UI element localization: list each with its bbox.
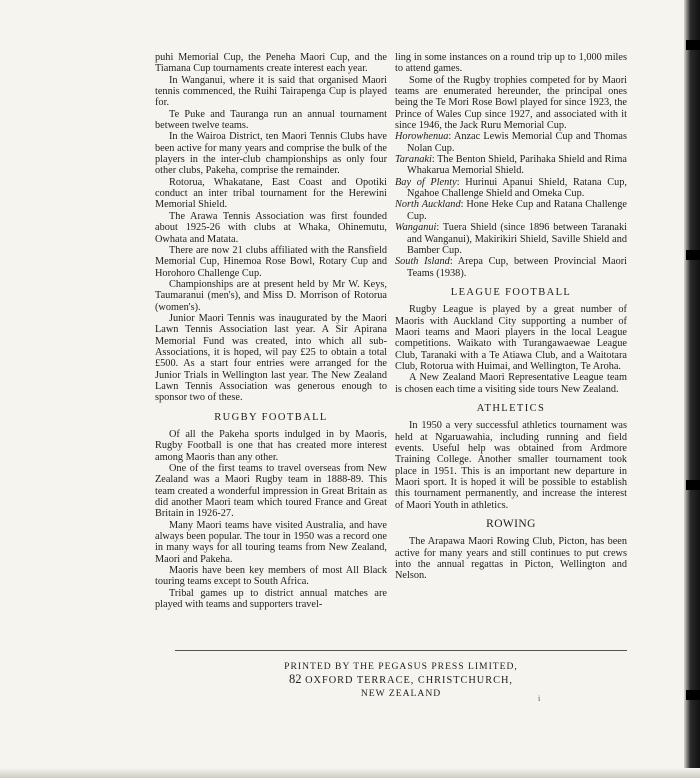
- region-name: Horowhenua: [395, 131, 449, 143]
- paragraph: Of all the Pakeha sports indulged in by Maoris, Rugby Football is one that has created more interest among Maoris than any other.: [155, 429, 387, 463]
- section-heading-league: LEAGUE FOOTBALL: [450, 286, 572, 298]
- paragraph: Junior Maori Tennis was inaugurated by the Maori Lawn Tennis Association last year. A Sir Apirana Memorial Fund was created, into which all sub-Associations, it is hoped, wil pay £25 to obtain a total £500. As a start four entries were arranged for the Junior Trials in Wellington last year. The New Zealand Lawn Tennis Association was generous enough to sponsor two of these.: [155, 312, 387, 404]
- paragraph: In Wanganui, where it is said that organised Maori tennis commenced, the Ruihi Tairapenga Cup is played for.: [155, 74, 387, 109]
- imprint-line-3: NEW ZEALAND: [360, 688, 442, 699]
- paragraph: In the Wairoa District, ten Maori Tennis Clubs have been active for many years and comprise the bulk of the players in the inter-club championships as only four other clubs, Pakeha, comprise the remainder.: [155, 131, 387, 177]
- section-heading-athletics: ATHLETICS: [476, 402, 546, 414]
- paragraph: Championships are at present held by Mr W. Keys, Taumaranui (men's), and Miss D. Morrison of Rotorua (women's).: [155, 278, 387, 313]
- paragraph: Tribal games up to district annual matches are played with teams and supporters travel-: [155, 587, 387, 611]
- section-heading-rowing: ROWING: [486, 518, 536, 531]
- imprint-line-2: [175, 673, 627, 687]
- paragraph: Rotorua, Whakatane, East Coast and Opotiki conduct an inter tribal tournament for the Herewini Memorial Shield.: [155, 176, 387, 211]
- paragraph: One of the first teams to travel overseas from New Zealand was a Maori Rugby team in 1888-89. This team created a wonderful impression in Great Britain as did another Maori team which toured France and Great Britain in 1926-27.: [155, 463, 387, 520]
- footer-divider: [175, 650, 627, 651]
- paragraph: puhi Memorial Cup, the Peneha Maori Cup, and the Tiamana Cup tournaments create interest each year.: [155, 52, 387, 75]
- region-name: North Auckland: [395, 199, 461, 211]
- region-name: Taranaki: [395, 154, 432, 166]
- region-name: South Island: [395, 256, 450, 268]
- trophy-list: The Benton Shield, Parihaka Shield and Rima Whakarua Memorial Shield.: [407, 154, 627, 177]
- paragraph: Rugby League is played by a great number of Maoris with Auckland City supporting a number of Maori teams and Maori players in the local League competitions. Waikato with Turangawaewae League Club, Taranaki with a Te Atiawa Club, and a Waitotara Club, Rotorua with Huimai, and Wellington, Te Aroha.: [395, 304, 627, 372]
- street-number: 82: [289, 672, 302, 686]
- paragraph: There are now 21 clubs affiliated with the Ransfield Memorial Cup, Hinemoa Rose Bowl, Rotary Cup and Horohoro Challenge Cup.: [155, 244, 387, 279]
- trophy-list: Hurinui Apanui Shield, Ratana Cup, Ngahoe Challenge Shield and Omeka Cup.: [407, 176, 628, 200]
- trophy-entry: Taranaki: The Benton Shield, Parihaka Shield and Rima Whakarua Memorial Shield.: [395, 154, 627, 177]
- paragraph: A New Zealand Maori Representative League team is chosen each time a visiting side tours New Zealand.: [395, 372, 627, 395]
- imprint-line-1: PRINTED BY THE PEGASUS PRESS LIMITED,: [284, 661, 518, 672]
- left-column: [155, 52, 387, 611]
- right-column: [395, 52, 627, 582]
- trophy-entry: Wanganui: Tuera Shield (since 1896 between Taranaki and Wanganui), Makirikiri Shield, Saville Shield and Bamber Cup.: [395, 222, 628, 256]
- trophy-list: Arepa Cup, between Provincial Maori Teams (1938).: [407, 256, 628, 279]
- trophy-list: Hone Heke Cup and Ratana Challenge Cup.: [407, 199, 627, 222]
- trophy-list: Tuera Shield (since 1896 between Taranaki and Wanganui), Makirikiri Shield, Saville Shield and Bamber Cup.: [407, 222, 628, 256]
- paragraph: Some of the Rugby trophies competed for by Maori teams are enumerated hereunder, the principal ones being the Te Mori Rose Bowl played for since 1923, the Prince of Wales Cup since 1927, and associated with it since 1946, the Jack Ruru Memorial Cup.: [395, 74, 627, 132]
- trophy-list: Anzac Lewis Memorial Cup and Thomas Nolan Cup.: [407, 131, 627, 154]
- printer-imprint: [175, 660, 627, 700]
- region-name: Bay of Plenty: [395, 176, 457, 188]
- region-name: Wanganui: [395, 222, 437, 234]
- street-address: OXFORD TERRACE, CHRISTCHURCH,: [305, 675, 513, 686]
- section-heading-rugby: RUGBY FOOTBALL: [214, 411, 328, 423]
- trophy-entry: North Auckland: Hone Heke Cup and Ratana Challenge Cup.: [395, 199, 627, 222]
- trophy-entry: Horowhenua: Anzac Lewis Memorial Cup and Thomas Nolan Cup.: [395, 131, 627, 154]
- paragraph: Maoris have been key members of most All Black touring teams except to South Africa.: [155, 565, 387, 588]
- paragraph: The Arapawa Maori Rowing Club, Picton, has been active for many years and still continues to put crews into the annual regattas in Picton, Wellington and Nelson.: [395, 536, 627, 582]
- scan-binding-edge: [684, 0, 700, 778]
- stray-mark: i: [538, 694, 541, 703]
- paragraph: The Arawa Tennis Association was first founded about 1925-26 with clubs at Whaka, Ohinemutu, Owhata and Matata.: [155, 210, 387, 245]
- trophy-entry: South Island: Arepa Cup, between Provincial Maori Teams (1938).: [395, 256, 628, 279]
- paragraph: ling in some instances on a round trip up to 1,000 miles to attend games.: [395, 52, 627, 75]
- paragraph: In 1950 a very successful athletics tournament was held at Ngaruawahia, including running and field events. Useful help was obtained from Ardmore Training College. Another smaller tournament took place in 1951. This is an important new departure in Maori sport. It is hoped it will be possible to establish this tournament permanently, and increase the interest of Maori Youth in athletics.: [395, 420, 627, 511]
- trophy-entry: Bay of Plenty: Hurinui Apanui Shield, Ratana Cup, Ngahoe Challenge Shield and Omeka Cup.: [395, 176, 628, 200]
- scan-bottom-edge: [0, 768, 700, 778]
- paragraph: Many Maori teams have visited Australia, and have always been popular. The tour in 1950 was a record one in many ways for all touring teams from New Zealand, Maori and Pakeha.: [155, 519, 387, 565]
- paragraph: Te Puke and Tauranga run an annual tournament between twelve teams.: [155, 108, 387, 132]
